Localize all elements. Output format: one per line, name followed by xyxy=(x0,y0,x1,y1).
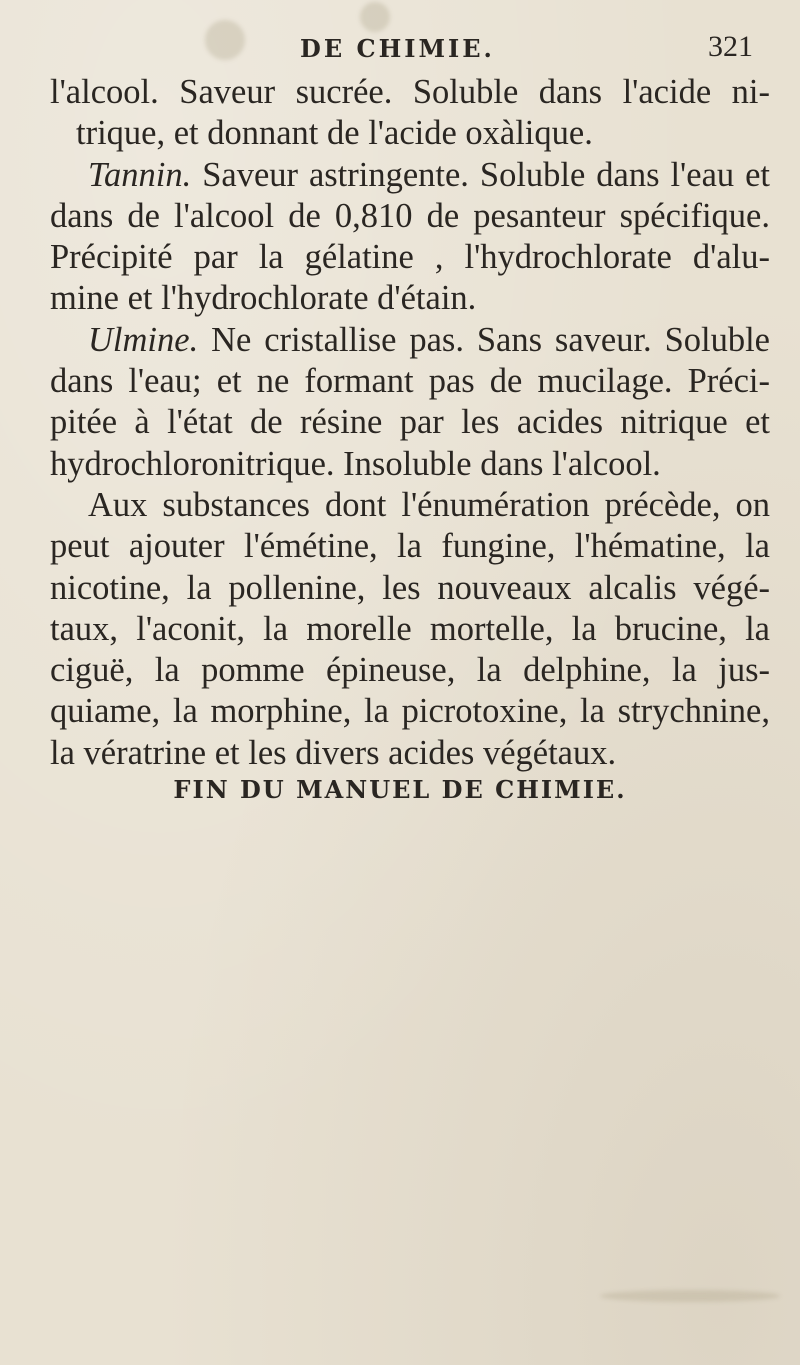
running-head xyxy=(0,20,800,63)
text-line xyxy=(50,320,770,361)
text-line: dans l'eau; et ne formant pas de mucilage. Préci- xyxy=(50,362,770,401)
entry-text: Ne cristallise pas. Sans saveur. Soluble xyxy=(198,320,770,359)
text-line: l'alcool. Saveur sucrée. Soluble dans l'acide ni- xyxy=(50,73,770,111)
entry-text: Saveur astringente. Soluble dans l'eau et xyxy=(191,155,770,194)
text-line xyxy=(50,155,770,196)
body-text xyxy=(50,72,770,774)
entry-term: Ulmine. xyxy=(88,320,199,359)
text-line: ciguë, la pomme épineuse, la delphine, la jus- xyxy=(50,651,770,690)
text-line: taux, l'aconit, la morelle mortelle, la brucine, la xyxy=(50,609,770,648)
running-title: DE CHIMIE. xyxy=(300,34,495,63)
paper-stain xyxy=(600,1290,780,1302)
page-number: 321 xyxy=(708,30,753,63)
text-line: Précipité par la gélatine , l'hydrochlorate d'alu- xyxy=(50,238,770,277)
text-line: peut ajouter l'émétine, la fungine, l'hématine, la xyxy=(50,527,770,566)
text-line: trique, et donnant de l'acide oxàlique. xyxy=(76,114,593,153)
text-line: nicotine, la pollenine, les nouveaux alcalis végé- xyxy=(50,568,770,607)
text-line: pitée à l'état de résine par les acides nitrique et xyxy=(50,403,770,442)
text-line: dans de l'alcool de 0,810 de pesanteur spécifique. xyxy=(50,196,770,235)
text-line: mine et l'hydrochlorate d'étain. xyxy=(50,279,477,318)
entry-term: Tannin. xyxy=(88,155,192,194)
end-note: FIN DU MANUEL DE CHIMIE. xyxy=(173,775,627,804)
text-line: la vératrine et les divers acides végétaux. xyxy=(50,733,617,772)
text-line: quiame, la morphine, la picrotoxine, la strychnine, xyxy=(50,692,770,731)
text-line: hydrochloronitrique. Insoluble dans l'alcool. xyxy=(50,444,661,483)
text-line: Aux substances dont l'énumération précède, on xyxy=(88,485,770,524)
